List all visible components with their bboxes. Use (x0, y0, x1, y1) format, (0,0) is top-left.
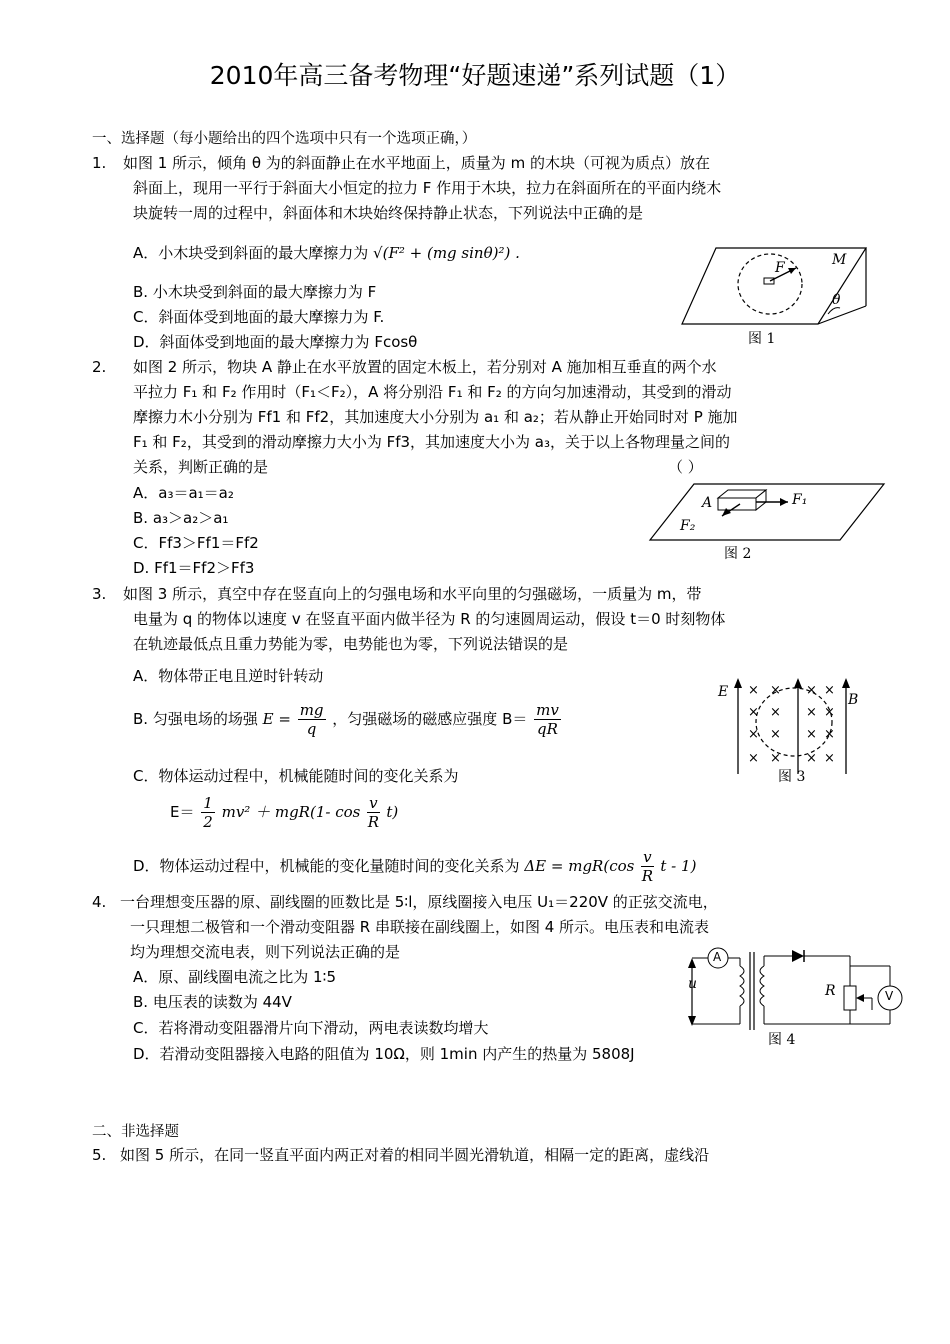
q1-line-1: 如图 1 所示，倾角 θ 为的斜面静止在水平地面上，质量为 m 的木块（可视为质点）放在 (123, 154, 710, 172)
q2-line-2: 平拉力 F₁ 和 F₂ 作用时（F₁＜F₂），A 将分别沿 F₁ 和 F₂ 的方向匀加速滑动，其受到的滑动 (133, 383, 732, 401)
q3-option-c-half (201, 794, 215, 831)
svg-text:×: × (770, 705, 781, 720)
svg-text:×: × (806, 727, 817, 742)
q1-line-2: 斜面上，现用一平行于斜面大小恒定的拉力 F 作用于木块，拉力在斜面所在的平面内绕木 (133, 179, 722, 197)
q3-option-d-end: t - 1) (660, 857, 697, 875)
figure-4-voltmeter-label: V (885, 989, 894, 1003)
svg-text:×: × (806, 751, 817, 766)
q3-option-c-middle: mv² ＋ mgR(1- cos (221, 803, 361, 821)
q3-option-b-e: E = (262, 710, 291, 728)
svg-text:×: × (824, 705, 835, 720)
q3-option-b-prefix: B. 匀强电场的场强 (133, 710, 258, 728)
figure-2-block-label: A (702, 495, 713, 511)
page-title: 2010年高三备考物理“好题速递”系列试题（1） (209, 61, 741, 90)
q3-option-c-formula (170, 794, 398, 831)
svg-text:×: × (770, 727, 781, 742)
svg-text:×: × (748, 705, 759, 720)
figure-2-caption: 图 2 (724, 546, 752, 562)
q4-option-c: C．若将滑动变阻器滑片向下滑动，两电表读数均增大 (133, 1019, 489, 1037)
q1-option-a (133, 241, 520, 266)
q3-option-d-vr-den: R (641, 867, 654, 885)
figure-1-angle-label: θ (832, 292, 841, 308)
q3-option-c: C．物体运动过程中，机械能随时间的变化关系为 (133, 767, 459, 785)
q3-option-d-vr-num: v (643, 848, 652, 866)
figure-2-f1-label: F₁ (792, 492, 808, 508)
q3-option-d (133, 848, 696, 885)
q3-option-b-frac2-den: qR (537, 720, 558, 738)
q3-option-c-end: t) (386, 803, 399, 821)
q3-option-b (133, 701, 563, 738)
q4-option-b: B. 电压表的读数为 44V (133, 993, 292, 1011)
figure-3-caption: 图 3 (778, 769, 806, 785)
q3-option-b-frac1-den: q (306, 720, 317, 738)
q1-number: 1. (92, 154, 107, 172)
q4-line-2: 一只理想二极管和一个滑动变阻器 R 串联接在副线圈上，如图 4 所示。电压表和电流表 (130, 918, 710, 936)
q3-number: 3. (92, 585, 107, 603)
svg-text:×: × (748, 727, 759, 742)
figure-1-mass-label: M (832, 252, 847, 268)
figure-2-f2-label: F₂ (680, 518, 696, 534)
q4-line-1: 一台理想变压器的原、副线圈的匝数比是 5∶l，原线圈接入电压 U₁＝220V 的正弦交流电， (120, 893, 718, 911)
q3-option-c-vr-num: v (369, 794, 378, 812)
q4-option-d: D．若滑动变阻器接入电路的阻值为 10Ω，则 1min 内产生的热量为 5808J (133, 1045, 635, 1063)
q1-option-a-math: √(F² + (mg sinθ)²) . (373, 244, 520, 262)
q2-option-d: D. Ff1＝Ff2＞Ff3 (133, 559, 255, 577)
q1-line-3: 块旋转一周的过程中，斜面体和木块始终保持静止状态，下列说法中正确的是 (133, 204, 644, 222)
figure-4-caption: 图 4 (768, 1032, 796, 1048)
figure-4-ammeter-label: A (713, 950, 722, 964)
q3-line-3: 在轨迹最低点且重力势能为零，电势能也为零，下列说法错误的是 (133, 635, 569, 653)
section-heading-nonchoice: 二、非选择题 (92, 1124, 179, 1140)
q2-answer-paren: （ ） (668, 458, 703, 476)
q2-line-4: F₁ 和 F₂，其受到的滑动摩擦力大小为 Ff3，其加速度大小为 a₃，关于以上各物理量之间的 (133, 433, 731, 451)
q1-option-c: C．斜面体受到地面的最大摩擦力为 F. (133, 308, 385, 326)
q3-option-d-math: ΔE = mgR(cos (524, 857, 635, 875)
svg-text:×: × (770, 751, 781, 766)
figure-4-r-label: R (825, 983, 836, 999)
figure-1-caption: 图 1 (748, 331, 776, 347)
figure-3-fields (728, 676, 858, 776)
q3-option-b-middle: ，匀强磁场的磁感应强度 B＝ (332, 710, 528, 728)
q5-number: 5. (92, 1146, 107, 1164)
q1-option-b: B. 小木块受到斜面的最大摩擦力为 F (133, 283, 377, 301)
svg-text:×: × (824, 683, 835, 698)
q4-number: 4. (92, 893, 107, 911)
figure-1-force-label: F (775, 260, 785, 276)
svg-text:×: × (770, 683, 781, 698)
q3-option-b-frac2-num: mv (536, 701, 559, 719)
q2-number: 2. (92, 358, 107, 376)
q3-line-2: 电量为 q 的物体以速度 v 在竖直平面内做半径为 R 的匀速圆周运动，假设 t＝0 时刻物体 (133, 610, 726, 628)
q3-line-1: 如图 3 所示，真空中存在竖直向上的匀强电场和水平向里的匀强磁场，一质量为 m，带 (123, 585, 702, 603)
q4-line-3: 均为理想交流电表，则下列说法正确的是 (130, 943, 401, 961)
q3-option-c-vr (367, 794, 379, 831)
svg-text:×: × (748, 683, 759, 698)
q3-option-b-fraction-e (298, 701, 326, 738)
figure-3-e-label: E (718, 684, 729, 700)
q3-option-b-frac1-num: mg (299, 701, 324, 719)
q2-line-3: 摩擦力木小分别为 Ff1 和 Ff2，其加速度大小分别为 a₁ 和 a₂；若从静止开始同时对 P 施加 (133, 408, 738, 426)
svg-text:×: × (806, 683, 817, 698)
figure-3-b-label: B (848, 692, 859, 708)
q3-option-c-half-num: 1 (203, 794, 213, 812)
q1-option-d: D．斜面体受到地面的最大摩擦力为 Fcosθ (133, 333, 418, 351)
q1-option-a-text: A．小木块受到斜面的最大摩擦力为 (133, 244, 369, 262)
q3-option-c-vr-den: R (367, 813, 379, 831)
q3-option-c-e: E＝ (170, 803, 195, 821)
q2-line-1: 如图 2 所示，物块 A 静止在水平放置的固定木板上，若分别对 A 施加相互垂直的两个水 (133, 358, 717, 376)
q3-option-c-half-den: 2 (203, 813, 213, 831)
q2-option-c: C．Ff3＞Ff1＝Ff2 (133, 534, 259, 552)
svg-text:×: × (824, 727, 835, 742)
q2-line-5: 关系，判断正确的是 (133, 458, 269, 476)
q2-option-a: A．a₃＝a₁＝a₂ (133, 484, 234, 502)
q3-option-a: A．物体带正电且逆时针转动 (133, 667, 324, 685)
q4-option-a: A．原、副线圈电流之比为 1∶5 (133, 968, 337, 986)
section-heading-choice: 一、选择题（每小题给出的四个选项中只有一个选项正确，） (92, 131, 477, 147)
svg-text:×: × (824, 751, 835, 766)
q3-option-d-text: D．物体运动过程中，机械能的变化量随时间的变化关系为 (133, 857, 520, 875)
q3-option-d-vr (641, 848, 653, 885)
q2-option-b: B. a₃＞a₂＞a₁ (133, 509, 229, 527)
svg-text:×: × (806, 705, 817, 720)
svg-text:×: × (748, 751, 759, 766)
figure-4-u-label: u (688, 976, 698, 992)
q3-option-b-fraction-b (534, 701, 561, 738)
q5-line-1: 如图 5 所示，在同一竖直平面内两正对着的相同半圆光滑轨道，相隔一定的距离，虚线沿 (120, 1146, 710, 1164)
